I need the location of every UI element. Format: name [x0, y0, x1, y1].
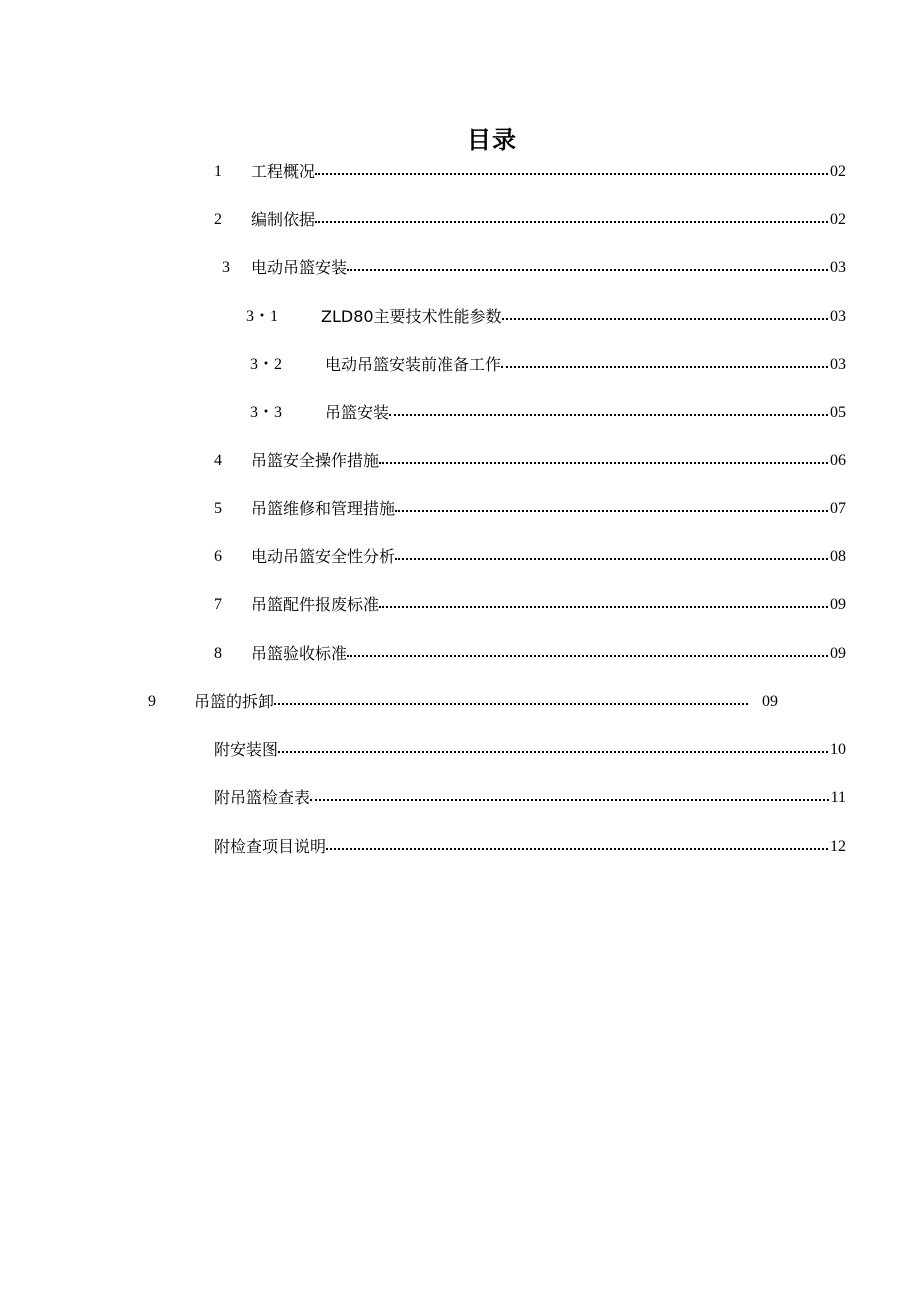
toc-entry-page: 03 [830, 356, 846, 373]
toc-entry-title: 工程概况 [251, 162, 316, 181]
toc-entry-page: 12 [830, 838, 846, 855]
toc-entry-page: 06 [830, 452, 846, 469]
toc-entry-page: 02 [830, 211, 846, 228]
toc-entry-title: 吊篮配件报废标准 [251, 595, 380, 614]
toc-dot-leader [395, 545, 830, 569]
toc-entry-title: ZLD80主要技术性能参数 [321, 307, 502, 326]
toc-entry-appendix-install-drawing[interactable] [214, 738, 846, 762]
toc-entry-page: 03 [830, 308, 846, 325]
toc-entry-title: 电动吊篮安装前准备工作 [325, 355, 502, 374]
toc-entry-title: 电动吊篮安装 [251, 258, 348, 277]
toc-entry-page: 05 [830, 404, 846, 421]
toc-entry-6[interactable] [214, 545, 846, 569]
toc-entry-page: 11 [830, 789, 846, 806]
toc-dot-leader [326, 835, 830, 859]
toc-entry-title: 附安装图 [214, 740, 279, 759]
toc-entry-1[interactable] [214, 160, 846, 184]
toc-entry-page: 07 [830, 500, 846, 517]
toc-entry-3-3[interactable] [250, 401, 846, 425]
toc-entry-number: 2 [214, 211, 222, 228]
toc-entry-title: 吊篮维修和管理措施 [251, 499, 396, 518]
toc-entry-number: 3・1 [246, 308, 279, 325]
toc-entry-number: 3 [222, 259, 230, 276]
toc-entry-page: 09 [762, 693, 778, 710]
toc-entry-page: 02 [830, 163, 846, 180]
toc-dot-leader [379, 449, 830, 473]
toc-entry-number: 7 [214, 596, 222, 613]
toc-entry-number: 4 [214, 452, 222, 469]
toc-entry-title: 吊篮验收标准 [251, 644, 348, 663]
toc-dot-leader [379, 593, 830, 617]
toc-entry-number: 6 [214, 548, 222, 565]
toc-entry-3[interactable] [222, 256, 846, 280]
toc-entry-title: 电动吊篮安全性分析 [251, 547, 396, 566]
toc-entry-page: 03 [830, 259, 846, 276]
toc-entry-page: 10 [830, 741, 846, 758]
toc-entry-number: 3・3 [250, 404, 283, 421]
toc-dot-leader [501, 353, 830, 377]
toc-entry-appendix-checklist[interactable] [214, 786, 846, 810]
toc-entry-number: 1 [214, 163, 222, 180]
toc-entry-2[interactable] [214, 208, 846, 232]
toc-entry-title: 吊篮的拆卸 [194, 692, 275, 711]
toc-entry-number: 9 [148, 693, 156, 710]
toc-dot-leader [347, 256, 830, 280]
toc-dot-leader [274, 690, 750, 714]
toc-entry-page: 09 [830, 645, 846, 662]
toc-entry-title: 吊篮安装 [325, 403, 390, 422]
toc-entry-page: 08 [830, 548, 846, 565]
page-title: 目录 [467, 126, 517, 154]
toc-dot-leader [278, 738, 830, 762]
toc-entry-3-2[interactable] [250, 353, 846, 377]
toc-entry-4[interactable] [214, 449, 846, 473]
toc-entry-number: 3・2 [250, 356, 283, 373]
toc-dot-leader [347, 642, 830, 666]
toc-dot-leader [502, 305, 830, 329]
toc-entry-title: 附吊篮检查表 [214, 788, 311, 807]
toc-dot-leader [389, 401, 830, 425]
toc-entry-number: 5 [214, 500, 222, 517]
toc-entry-8[interactable] [214, 642, 846, 666]
toc-dot-leader [315, 208, 830, 232]
toc-entry-7[interactable] [214, 593, 846, 617]
toc-entry-title: 附检查项目说明 [214, 837, 327, 856]
toc-entry-title: 编制依据 [251, 210, 316, 229]
toc-entry-title: 吊篮安全操作措施 [251, 451, 380, 470]
toc-dot-leader [315, 160, 830, 184]
toc-entry-3-1[interactable] [246, 305, 846, 329]
toc-entry-9[interactable] [148, 690, 778, 714]
toc-entry-5[interactable] [214, 497, 846, 521]
toc-entry-appendix-inspection-notes[interactable] [214, 835, 846, 859]
toc-dot-leader [310, 786, 831, 810]
toc-entry-number: 8 [214, 645, 222, 662]
toc-entry-page: 09 [830, 596, 846, 613]
toc-dot-leader [395, 497, 830, 521]
